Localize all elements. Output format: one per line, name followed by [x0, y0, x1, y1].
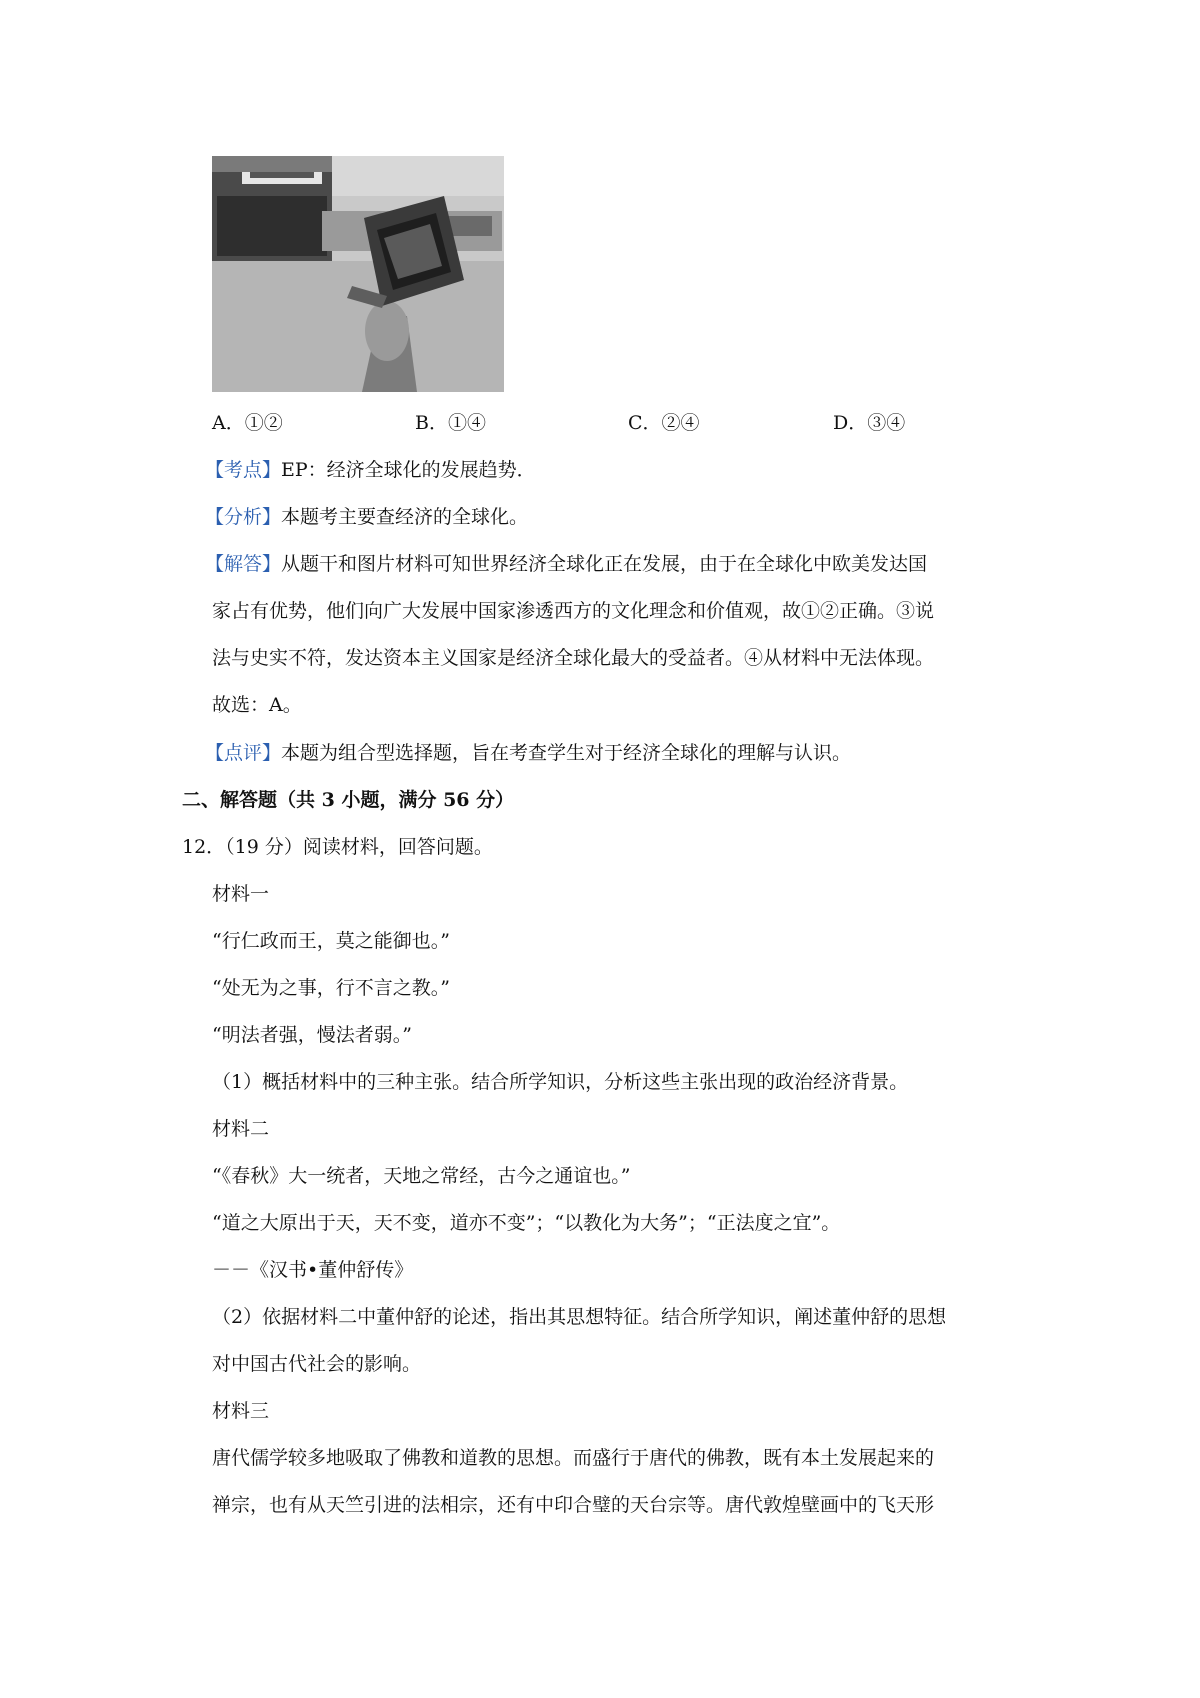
question-part-1: （1）概括材料中的三种主张。结合所学知识，分析这些主张出现的政治经济背景。 [212, 1071, 909, 1093]
jieda-line-2: 家占有优势，他们向广大发展中国家渗透西方的文化理念和价值观，故①②正确。③说 [212, 600, 935, 622]
material-1-quote-3: “明法者强，慢法者弱。” [212, 1024, 412, 1046]
jieda-text-1: 从题干和图片材料可知世界经济全球化正在发展，由于在全球化中欧美发达国 [281, 553, 928, 575]
fenxi-tag: 【分析】 [205, 506, 282, 528]
material-3-title: 材料三 [212, 1400, 270, 1422]
kaodian-line [205, 457, 536, 483]
section-heading: 二、解答题（共 3 小题，满分 56 分） [182, 789, 515, 811]
q12-stem: 12．（19 分）阅读材料，回答问题。 [182, 836, 493, 858]
kaodian-tag: 【考点】 [205, 459, 282, 481]
material-1-quote-1: “行仁政而王，莫之能御也。” [212, 930, 450, 952]
exam-photo [212, 156, 504, 392]
question-part-2-line-2: 对中国古代社会的影响。 [212, 1353, 422, 1375]
material-2-title: 材料二 [212, 1118, 270, 1140]
kaodian-text: EP：经济全球化的发展趋势． [281, 459, 536, 481]
material-1-quote-2: “处无为之事，行不言之教。” [212, 977, 450, 999]
jieda-line-1 [205, 551, 927, 577]
photo-graphic [212, 156, 504, 392]
jieda-tag: 【解答】 [205, 553, 282, 575]
jieda-line-3: 法与史实不符，发达资本主义国家是经济全球化最大的受益者。④从材料中无法体现。 [212, 647, 935, 669]
option-c: C．②④ [628, 412, 700, 434]
fenxi-text: 本题考主要查经济的全球化。 [281, 506, 529, 528]
material-2-quote-2: “道之大原出于天，天不变，道亦不变”；“以教化为大务”；“正法度之宜”。 [212, 1212, 841, 1234]
fenxi-line [205, 504, 528, 530]
jieda-line-4: 故选：A。 [212, 694, 302, 716]
dianping-tag: 【点评】 [205, 742, 282, 764]
option-d: D．③④ [833, 412, 906, 434]
material-1-title: 材料一 [212, 883, 270, 905]
dianping-line [205, 740, 851, 766]
material-2-quote-1: “《春秋》大一统者，天地之常经，古今之通谊也。” [212, 1165, 631, 1187]
material-2-source: －－《汉书•董仲舒传》 [212, 1259, 414, 1281]
dianping-text: 本题为组合型选择题，旨在考查学生对于经济全球化的理解与认识。 [281, 742, 852, 764]
material-3-line-2: 禅宗，也有从天竺引进的法相宗，还有中印合璧的天台宗等。唐代敦煌壁画中的飞天形 [212, 1494, 935, 1516]
question-part-2-line-1: （2）依据材料二中董仲舒的论述，指出其思想特征。结合所学知识，阐述董仲舒的思想 [212, 1306, 947, 1328]
option-a: A．①② [212, 412, 283, 434]
material-3-line-1: 唐代儒学较多地吸取了佛教和道教的思想。而盛行于唐代的佛教，既有本土发展起来的 [212, 1447, 935, 1469]
option-b: B．①④ [415, 412, 486, 434]
